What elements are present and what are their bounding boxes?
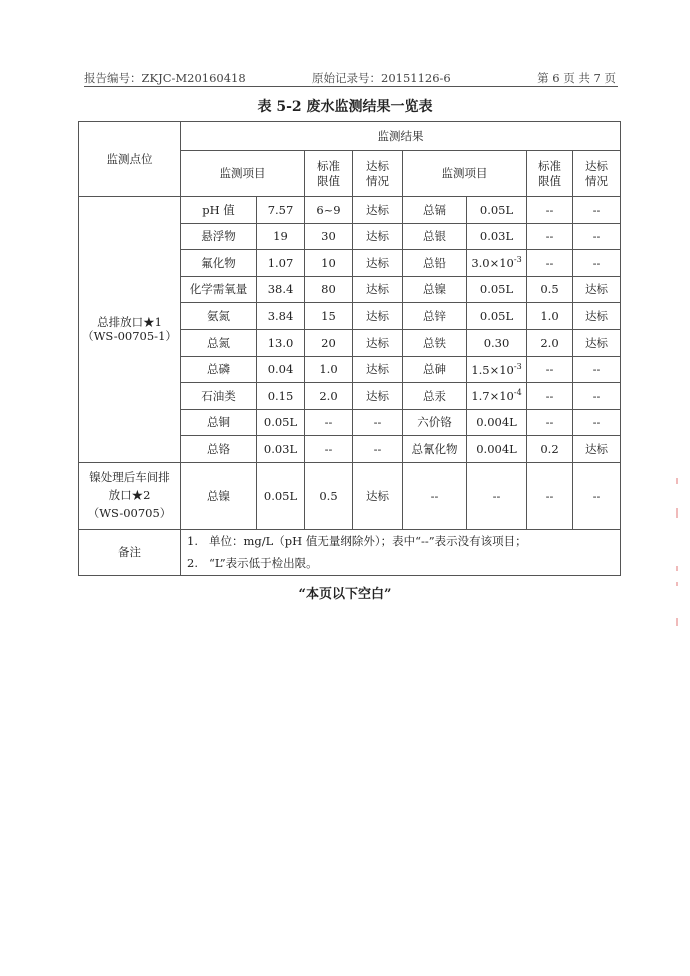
cell-item2: 总汞 — [403, 383, 467, 410]
cell-lim2: 0.2 — [527, 436, 573, 463]
table-row — [79, 462, 621, 529]
cell-st1: 达标 — [353, 462, 403, 529]
table-row — [79, 197, 621, 224]
cell-lim1: 10 — [305, 250, 353, 277]
cell-val2: 0.05L — [467, 276, 527, 303]
status-header-right: 达标 情况 — [573, 151, 621, 197]
monitoring-point-2: 镍处理后车间排 放口★2 （WS-00705） — [79, 462, 181, 529]
cell-st1: 达标 — [353, 356, 403, 383]
cell-st1: 达标 — [353, 250, 403, 277]
cell-item2: 总银 — [403, 223, 467, 250]
record-number: 原始记录号：20151126-6 — [312, 71, 451, 85]
report-header — [84, 68, 616, 86]
notes-content — [181, 529, 621, 575]
note-text: 单位：mg/L（pH 值无量纲除外）；表中“--”表示没有该项目； — [209, 534, 527, 549]
cell-lim2: -- — [527, 250, 573, 277]
cell-item1: 悬浮物 — [181, 223, 257, 250]
cell-lim2: 1.0 — [527, 303, 573, 330]
cell-lim2: -- — [527, 223, 573, 250]
cell-st2: 达标 — [573, 436, 621, 463]
cell-item2: 总镉 — [403, 197, 467, 224]
monitoring-results-header: 监测结果 — [181, 122, 621, 151]
cell-item2: 总氰化物 — [403, 436, 467, 463]
cell-item2: 总铁 — [403, 329, 467, 356]
cell-val2: $1.7\times 10^{-4}$ — [467, 383, 527, 410]
cell-lim1: 20 — [305, 329, 353, 356]
cell-st1: 达标 — [353, 383, 403, 410]
cell-val1: 1.07 — [257, 250, 305, 277]
item-header-left: 监测项目 — [181, 151, 305, 197]
cell-lim1: -- — [305, 409, 353, 436]
cell-item2: 总铅 — [403, 250, 467, 277]
header-divider — [84, 86, 618, 87]
cell-val1: 0.04 — [257, 356, 305, 383]
note-number: 1. — [187, 534, 198, 549]
item-header-right: 监测项目 — [403, 151, 527, 197]
cell-st2: -- — [573, 383, 621, 410]
notes-label: 备注 — [79, 529, 181, 575]
cell-item1: 氟化物 — [181, 250, 257, 277]
cell-lim1: 30 — [305, 223, 353, 250]
cell-st2: -- — [573, 250, 621, 277]
wastewater-results-table — [78, 121, 621, 576]
cell-st1: -- — [353, 436, 403, 463]
cell-item1: 总镍 — [181, 462, 257, 529]
status-header-left: 达标 情况 — [353, 151, 403, 197]
cell-item1: 总铬 — [181, 436, 257, 463]
note-line — [187, 552, 620, 574]
cell-lim1: 0.5 — [305, 462, 353, 529]
cell-item2: 总砷 — [403, 356, 467, 383]
cell-val1: 0.15 — [257, 383, 305, 410]
cell-lim1: -- — [305, 436, 353, 463]
cell-lim1: 2.0 — [305, 383, 353, 410]
page-info: 第 6 页 共 7 页 — [537, 71, 616, 85]
note-number: 2. — [187, 556, 198, 571]
limit-header-left: 标准 限值 — [305, 151, 353, 197]
cell-val2: 0.004L — [467, 436, 527, 463]
cell-lim1: 6~9 — [305, 197, 353, 224]
cell-st1: 达标 — [353, 329, 403, 356]
cell-val2: 0.03L — [467, 223, 527, 250]
cell-st1: 达标 — [353, 197, 403, 224]
note-text: “L”表示低于检出限。 — [209, 556, 318, 571]
cell-item1: 总铜 — [181, 409, 257, 436]
cell-val1: 0.05L — [257, 409, 305, 436]
cell-lim2: 2.0 — [527, 329, 573, 356]
table-title: 表 5-2 废水监测结果一览表 — [257, 99, 433, 115]
cell-lim1: 1.0 — [305, 356, 353, 383]
cell-val1: 38.4 — [257, 276, 305, 303]
cell-lim1: 80 — [305, 276, 353, 303]
cell-val2: $1.5\times 10^{-3}$ — [467, 356, 527, 383]
scan-margin-marks — [674, 478, 682, 628]
cell-val2: $3.0\times 10^{-3}$ — [467, 250, 527, 277]
cell-val2: 0.05L — [467, 197, 527, 224]
cell-lim2: -- — [527, 197, 573, 224]
cell-lim2: -- — [527, 462, 573, 529]
cell-st1: 达标 — [353, 276, 403, 303]
cell-lim2: -- — [527, 383, 573, 410]
cell-val2: 0.004L — [467, 409, 527, 436]
cell-item2: 总锌 — [403, 303, 467, 330]
cell-item1: 石油类 — [181, 383, 257, 410]
monitoring-point-header: 监测点位 — [79, 122, 181, 197]
cell-st1: -- — [353, 409, 403, 436]
cell-st2: -- — [573, 409, 621, 436]
cell-lim2: -- — [527, 356, 573, 383]
cell-val2: 0.30 — [467, 329, 527, 356]
cell-item1: 总磷 — [181, 356, 257, 383]
cell-val1: 0.03L — [257, 436, 305, 463]
cell-val2: -- — [467, 462, 527, 529]
cell-item1: pH 值 — [181, 197, 257, 224]
notes-row — [79, 529, 621, 575]
note-line — [187, 530, 620, 552]
cell-st2: 达标 — [573, 276, 621, 303]
cell-st1: 达标 — [353, 223, 403, 250]
cell-st2: 达标 — [573, 329, 621, 356]
cell-val1: 19 — [257, 223, 305, 250]
cell-item2: -- — [403, 462, 467, 529]
monitoring-point-1: 总排放口★1 （WS-00705-1） — [79, 197, 181, 463]
cell-lim2: 0.5 — [527, 276, 573, 303]
cell-st1: 达标 — [353, 303, 403, 330]
cell-item1: 化学需氧量 — [181, 276, 257, 303]
cell-st2: -- — [573, 462, 621, 529]
cell-item2: 总镍 — [403, 276, 467, 303]
cell-st2: -- — [573, 223, 621, 250]
cell-lim2: -- — [527, 409, 573, 436]
cell-val1: 0.05L — [257, 462, 305, 529]
cell-st2: 达标 — [573, 303, 621, 330]
cell-item1: 氨氮 — [181, 303, 257, 330]
cell-item1: 总氮 — [181, 329, 257, 356]
cell-st2: -- — [573, 356, 621, 383]
report-number: 报告编号：ZKJC-M20160418 — [84, 71, 246, 85]
cell-val1: 3.84 — [257, 303, 305, 330]
cell-st2: -- — [573, 197, 621, 224]
cell-lim1: 15 — [305, 303, 353, 330]
cell-val1: 13.0 — [257, 329, 305, 356]
cell-item2: 六价铬 — [403, 409, 467, 436]
blank-page-note: “本页以下空白” — [298, 587, 392, 602]
cell-val2: 0.05L — [467, 303, 527, 330]
limit-header-right: 标准 限值 — [527, 151, 573, 197]
cell-val1: 7.57 — [257, 197, 305, 224]
